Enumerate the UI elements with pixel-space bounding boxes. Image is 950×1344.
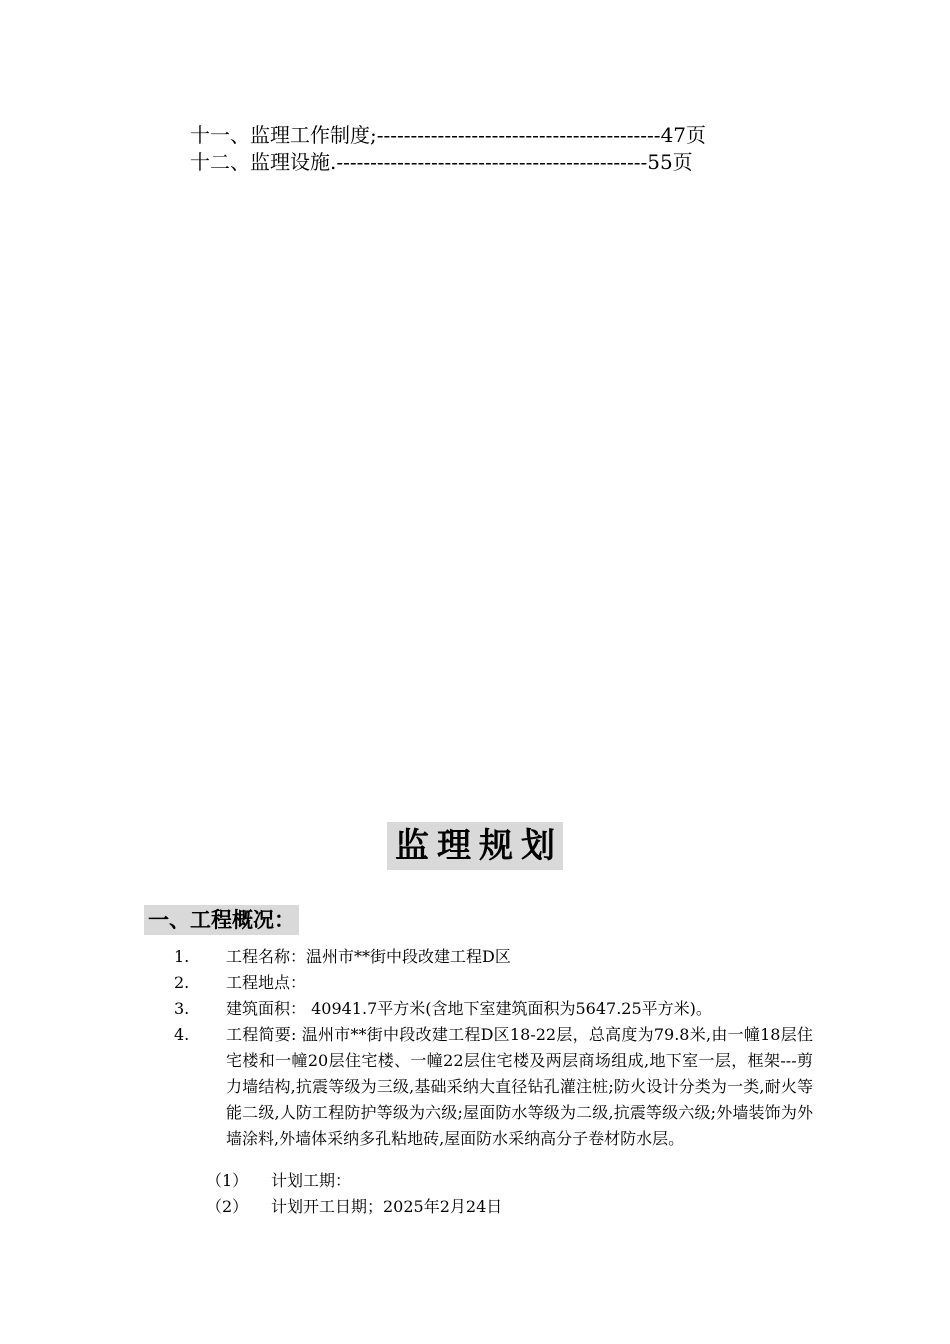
sub-list-item-number: （2） bbox=[206, 1197, 249, 1216]
list-item bbox=[168, 944, 813, 970]
toc-entry[interactable]: 十二、监理设施.----------------------------------------------55页 bbox=[190, 150, 693, 174]
list-item-number: 4. bbox=[174, 1025, 190, 1044]
document-title bbox=[0, 822, 950, 870]
list-item-text: 工程名称：温州市**街中段改建工程D区 bbox=[226, 947, 511, 966]
sub-list-item bbox=[206, 1194, 502, 1220]
list-item-number: 1. bbox=[174, 947, 190, 966]
toc-entry[interactable]: 十一、监理工作制度;------------------------------------------47页 bbox=[190, 123, 707, 147]
list-item bbox=[168, 1022, 813, 1152]
numbered-list bbox=[168, 944, 813, 1152]
sub-list-item-number: （1） bbox=[206, 1171, 249, 1190]
sub-list-item bbox=[206, 1168, 351, 1194]
list-item-number: 3. bbox=[174, 999, 190, 1018]
table-of-contents bbox=[190, 122, 770, 176]
list-item-number: 2. bbox=[174, 973, 190, 992]
sub-list-item-text: 计划开工日期；2025年2月24日 bbox=[271, 1197, 503, 1216]
list-item-text: 工程地点： bbox=[226, 973, 307, 992]
section-heading: 一、工程概况： bbox=[144, 905, 299, 935]
list-item bbox=[168, 970, 813, 996]
list-item-text: 工程简要: 温州市**街中段改建工程D区18-22层，总高度为79.8米,由一幢18层住宅楼和一幢20层住宅楼、一幢22层住宅楼及两层商场组成,地下室一层，框架---剪力墙结构,抗震等级为三级,基础采纳大直径钻孔灌注桩;防火设计分类为一类,耐火等能二级,人防工程防护等级为六级;屋面防水等级为二级,抗震等级六级;外墙装饰为外墙涂料,外墙体采纳多孔粘地砖,屋面防水采纳高分子卷材防水层。 bbox=[226, 1025, 813, 1148]
list-item-text: 建筑面积： 40941.7平方米(含地下室建筑面积为5647.25平方米)。 bbox=[226, 999, 712, 1018]
sub-list-item-text: 计划工期： bbox=[271, 1171, 352, 1190]
document-title-text: 监理规划 bbox=[387, 822, 563, 870]
list-item bbox=[168, 996, 813, 1022]
